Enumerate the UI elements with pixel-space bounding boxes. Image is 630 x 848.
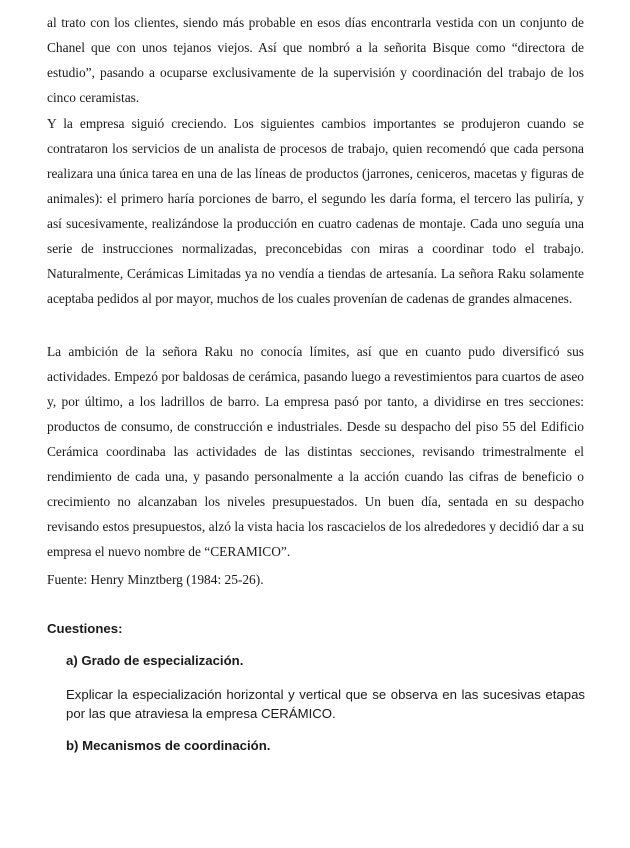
questions-heading: Cuestiones: xyxy=(47,621,123,636)
question-a-text: Explicar la especialización horizontal y vertical que se observa en las sucesivas etapas por las que atraviesa la empresa CERÁMICO. xyxy=(66,687,585,721)
source-citation: Fuente: Henry Minztberg (1984: 25-26). xyxy=(47,572,264,587)
question-b-title: b) Mecanismos de coordinación. xyxy=(66,738,271,753)
paragraph-1: al trato con los clientes, siendo más probable en esos días encontrarla vestida con un conjunto de Chanel que con unos tejanos viejos. Así que nombró a la señorita Bisque como “directora de estudio”, pasando a ocuparse exclusivamente de la supervisión y coordinación del trabajo de los cinco ceramistas. xyxy=(47,15,584,105)
paragraph-3: La ambición de la señora Raku no conocía límites, así que en cuanto pudo diversificó sus actividades. Empezó por baldosas de cerámica, pasando luego a revestimientos para cuartos de aseo y, por último, a los ladrillos de barro. La empresa pasó por tanto, a dividirse en tres secciones: productos de consumo, de construcción e industriales. Desde su despacho del piso 55 del Edificio Cerámica coordinaba las actividades de las distintas secciones, revisando trimestralmente el rendimiento de cada una, y pasando personalmente a la acción cuando las cifras de beneficio o crecimiento no alcanzaban los niveles presupuestados. Un buen día, sentada en su despacho revisando estos presupuestos, alzó la vista hacia los rascacielos de los alrededores y decidió dar a su empresa el nuevo nombre de “CERAMICO”. xyxy=(47,344,584,559)
question-a-title: a) Grado de especialización. xyxy=(66,653,244,668)
paragraph-2: Y la empresa siguió creciendo. Los siguientes cambios importantes se produjeron cuando se contrataron los servicios de un analista de procesos de trabajo, quien recomendó que cada persona realizara una única tarea en una de las líneas de productos (jarrones, ceniceros, macetas y figuras de animales): el primero haría porciones de barro, el segundo les daría forma, el tercero las puliría, y así sucesivamente, realizándose la producción en cuatro cadenas de montaje. Cada uno seguía una serie de instrucciones normalizadas, preconcebidas con miras a coordinar todo el trabajo. Naturalmente, Cerámicas Limitadas ya no vendía a tiendas de artesanía. La señora Raku solamente aceptaba pedidos al por mayor, muchos de los cuales provenían de cadenas de grandes almacenes. xyxy=(47,116,584,306)
